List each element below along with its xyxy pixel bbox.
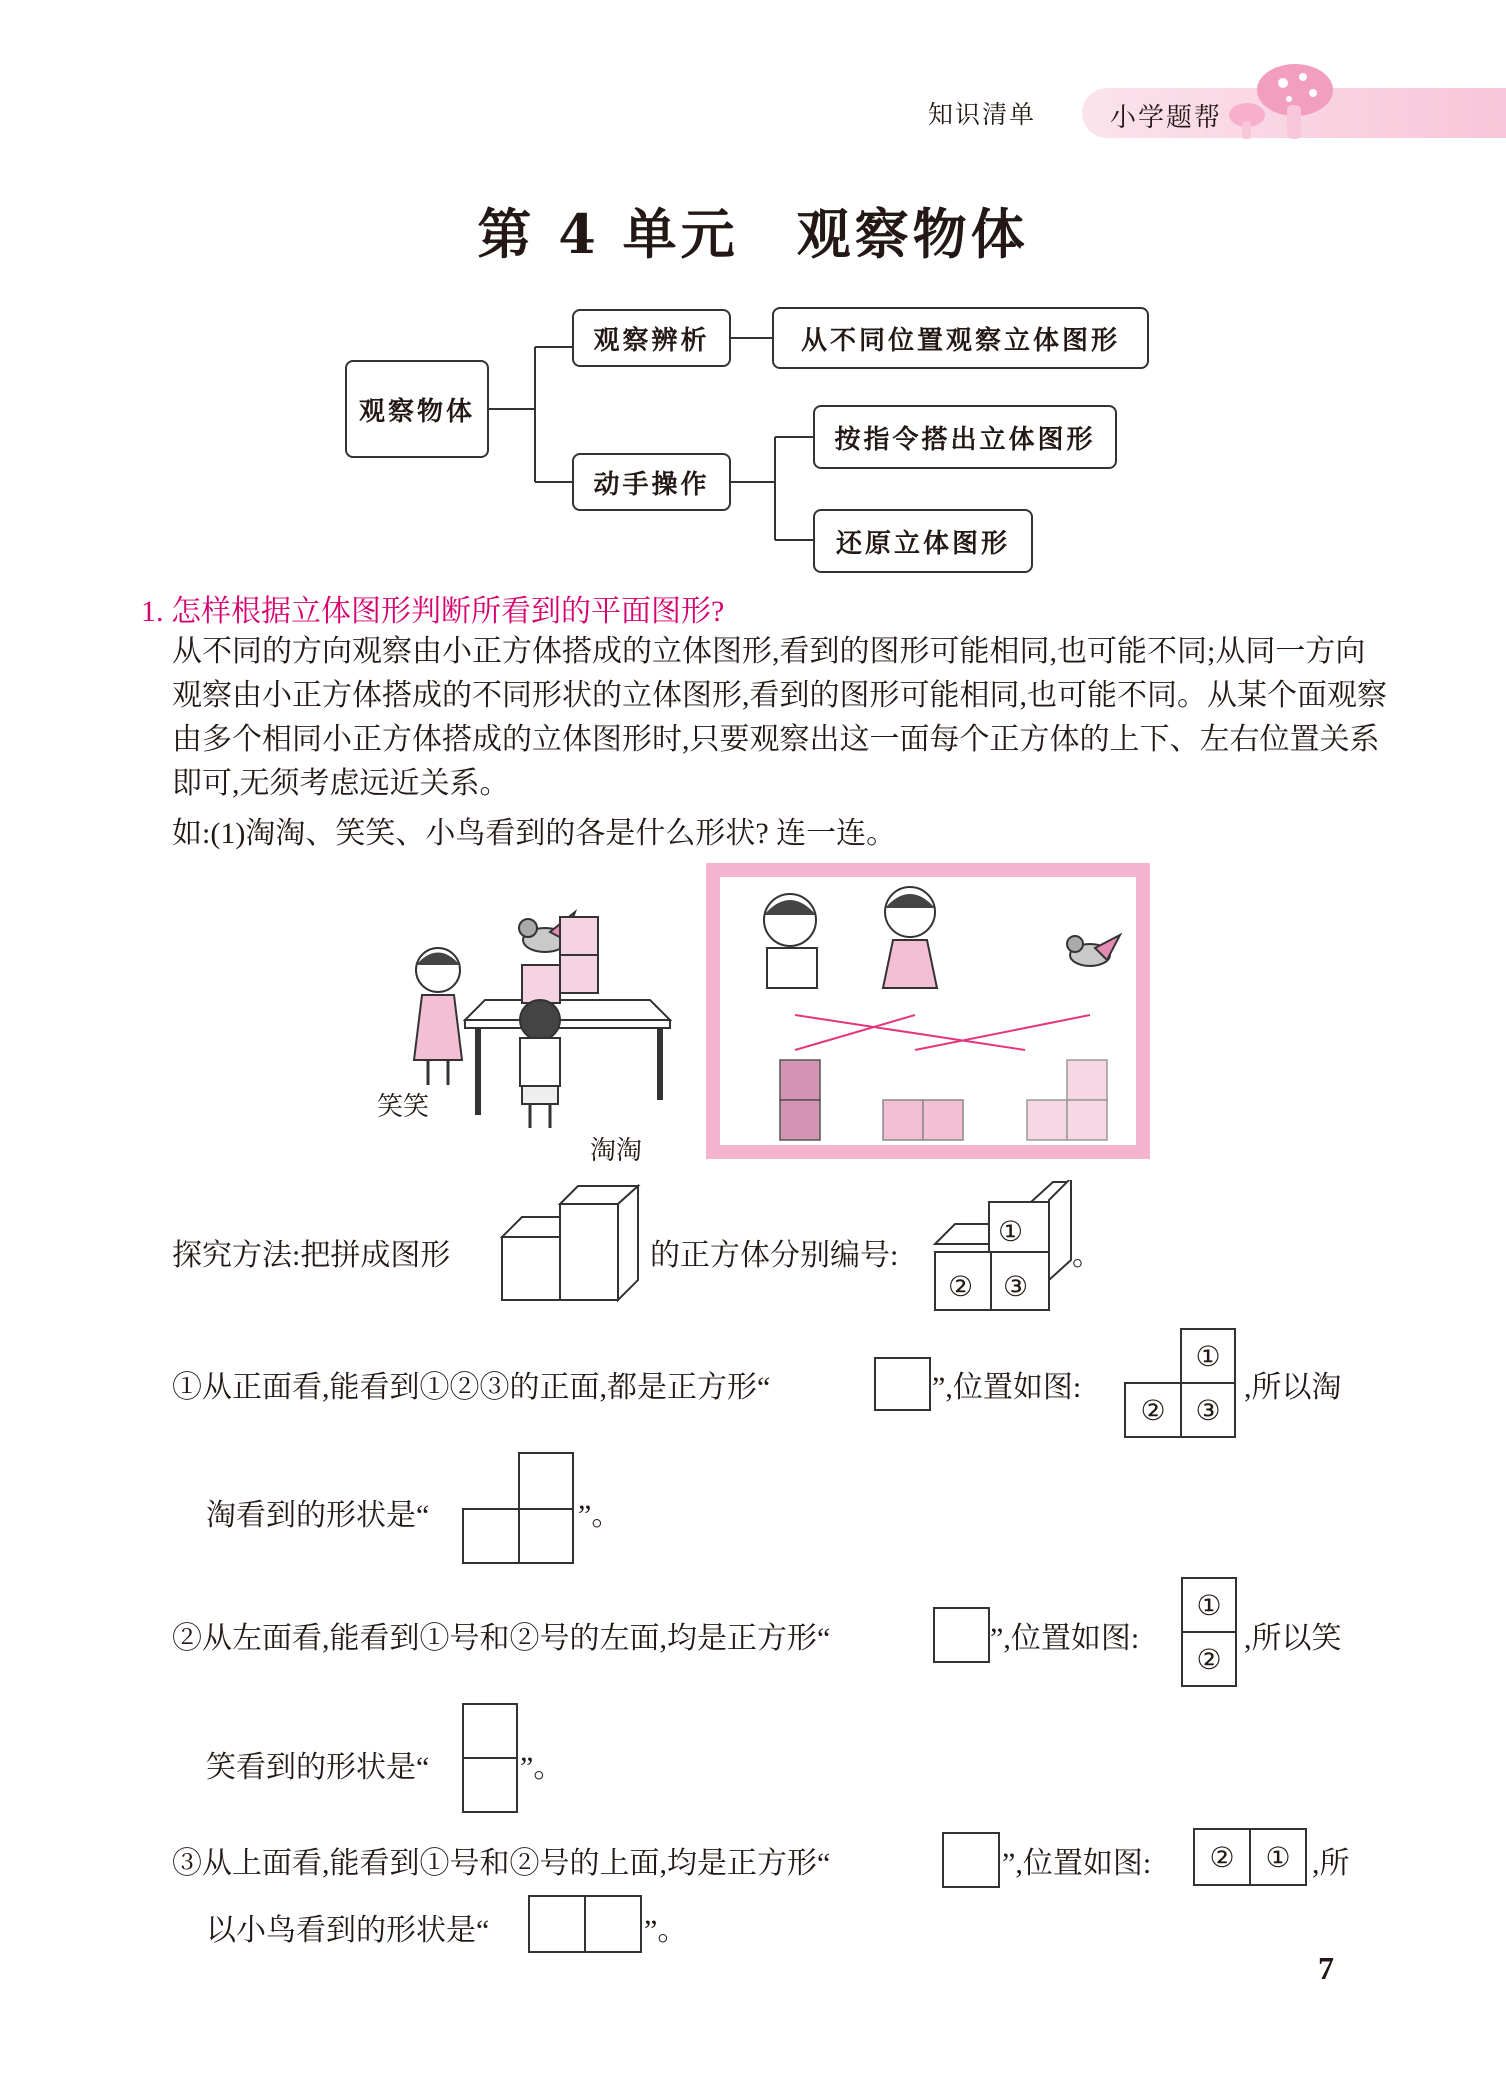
answer-shape-cell xyxy=(518,1452,574,1510)
cube-figure xyxy=(500,1182,645,1320)
step3-text-c: ,所 xyxy=(1312,1847,1350,1880)
label-xiaoxiao: 笑笑 xyxy=(377,1092,430,1121)
mindmap-leaf-restore: 还原立体图形 xyxy=(813,509,1033,573)
mindmap-branch-operate: 动手操作 xyxy=(572,453,731,511)
kids-table-illustration xyxy=(370,860,680,1170)
square-icon xyxy=(942,1832,1000,1888)
answer-shape-cell xyxy=(528,1895,586,1953)
step2-text-b: ”,位置如图: xyxy=(990,1622,1140,1655)
method-text-b: 的正方体分别编号: xyxy=(650,1239,899,1272)
grid-cell: ① xyxy=(1181,1577,1237,1633)
step1-text-b: ”,位置如图: xyxy=(932,1371,1082,1404)
step1-text-e: ”。 xyxy=(578,1499,622,1532)
matching-frame xyxy=(705,860,1155,1160)
step1-text-d: 淘看到的形状是“ xyxy=(206,1499,430,1532)
answer-shape-cell xyxy=(584,1895,642,1953)
header-left-label: 知识清单 xyxy=(928,100,1037,129)
num-label-1: ① xyxy=(998,1217,1024,1248)
answer-shape-cell xyxy=(462,1757,518,1813)
step2-text-a: ②从左面看,能看到①号和②号的左面,均是正方形“ xyxy=(172,1622,831,1655)
question-1: 1. 怎样根据立体图形判断所看到的平面图形? xyxy=(141,595,725,628)
step1-text-c: ,所以淘 xyxy=(1244,1371,1342,1404)
square-icon xyxy=(933,1607,990,1663)
mindmap-leaf-build: 按指令搭出立体图形 xyxy=(813,405,1117,469)
mindmap-leaf-positions: 从不同位置观察立体图形 xyxy=(772,307,1149,369)
mindmap-root: 观察物体 xyxy=(345,360,489,458)
grid-cell: ② xyxy=(1181,1631,1237,1687)
answer-shape-cell xyxy=(518,1508,574,1564)
header-right-label: 小学题帮 xyxy=(1110,103,1223,133)
mindmap-connectors xyxy=(0,0,1506,600)
square-icon xyxy=(874,1357,931,1411)
grid-cell: ② xyxy=(1193,1828,1251,1886)
grid-cell: ① xyxy=(1249,1828,1307,1886)
mindmap-branch-observe: 观察辨析 xyxy=(572,309,731,367)
grid-cell: ② xyxy=(1124,1382,1182,1438)
label-taotao: 淘淘 xyxy=(590,1136,643,1165)
grid-cell: ③ xyxy=(1180,1382,1236,1438)
page-title: 第 4 单元 观察物体 xyxy=(477,202,1029,266)
step3-text-b: ”,位置如图: xyxy=(1002,1847,1152,1880)
num-label-2: ② xyxy=(948,1272,974,1303)
num-label-3: ③ xyxy=(1003,1272,1029,1303)
step2-text-e: ”。 xyxy=(520,1751,564,1784)
example-prompt: 如:(1)淘淘、笑笑、小鸟看到的各是什么形状? 连一连。 xyxy=(172,817,897,850)
answer-shape-cell xyxy=(462,1508,520,1564)
method-text-a: 探究方法:把拼成图形 xyxy=(172,1239,451,1272)
answer-shape-cell xyxy=(462,1703,518,1759)
step2-text-c: ,所以笑 xyxy=(1244,1622,1342,1655)
page-number: 7 xyxy=(1318,1950,1334,1986)
step1-text-a: ①从正面看,能看到①②③的正面,都是正方形“ xyxy=(172,1371,771,1404)
step2-text-d: 笑看到的形状是“ xyxy=(206,1751,430,1784)
step3-text-a: ③从上面看,能看到①号和②号的上面,均是正方形“ xyxy=(172,1847,831,1880)
step3-text-e: ”。 xyxy=(644,1914,688,1947)
explanation-paragraph: 从不同的方向观察由小正方体搭成的立体图形,看到的图形可能相同,也可能不同;从同一方向观察由小正方体搭成的不同形状的立体图形,看到的图形可能相同,也可能不同。从某个面观察由多个相同小正方体搭成的立体图形时,只要观察出这一面每个正方体的上下、左右位置关系即可,无须考虑远近关系。 xyxy=(172,635,1387,800)
grid-cell: ① xyxy=(1180,1328,1236,1384)
method-text-c: 。 xyxy=(1072,1239,1102,1272)
step3-text-d: 以小鸟看到的形状是“ xyxy=(206,1914,490,1947)
